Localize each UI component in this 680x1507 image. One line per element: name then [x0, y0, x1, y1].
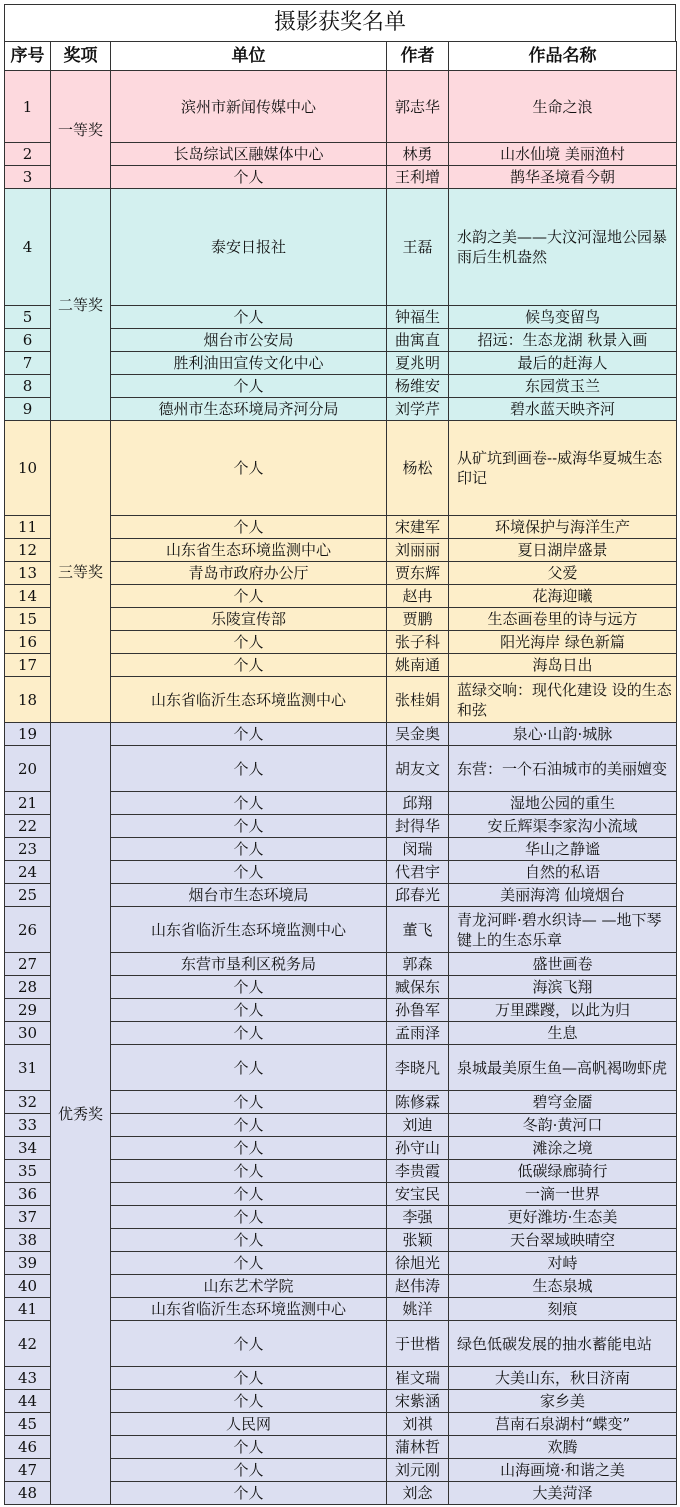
cell-author: 张桂娟 — [387, 677, 449, 723]
cell-work: 碧穹金靥 — [449, 1091, 677, 1114]
cell-no: 4 — [5, 189, 51, 306]
table-row — [5, 421, 677, 516]
cell-unit: 个人 — [111, 976, 387, 999]
cell-work: 欢腾 — [449, 1436, 677, 1459]
cell-unit: 烟台市公安局 — [111, 329, 387, 352]
cell-no: 31 — [5, 1045, 51, 1091]
table-row — [5, 189, 677, 306]
cell-work: 阳光海岸 绿色新篇 — [449, 631, 677, 654]
cell-no: 34 — [5, 1137, 51, 1160]
cell-author: 董飞 — [387, 907, 449, 953]
cell-work: 夏日湖岸盛景 — [449, 539, 677, 562]
award-table — [4, 41, 677, 1505]
table-row — [5, 71, 677, 143]
cell-author: 蒲林哲 — [387, 1436, 449, 1459]
cell-author: 徐旭光 — [387, 1252, 449, 1275]
cell-unit: 乐陵宣传部 — [111, 608, 387, 631]
cell-author: 于世楷 — [387, 1321, 449, 1367]
cell-work: 泉心·山韵·城脉 — [449, 723, 677, 746]
cell-no: 36 — [5, 1183, 51, 1206]
cell-unit: 烟台市生态环境局 — [111, 884, 387, 907]
award-sheet — [4, 4, 676, 1505]
cell-work: 蓝绿交响：现代化建设 设的生态和弦 — [449, 677, 677, 723]
cell-unit: 个人 — [111, 1137, 387, 1160]
cell-work: 万里蹀躞，以此为归 — [449, 999, 677, 1022]
cell-no: 42 — [5, 1321, 51, 1367]
cell-author: 刘学芹 — [387, 398, 449, 421]
cell-author: 刘迪 — [387, 1114, 449, 1137]
cell-work: 更好潍坊·生态美 — [449, 1206, 677, 1229]
cell-unit: 个人 — [111, 1114, 387, 1137]
cell-no: 7 — [5, 352, 51, 375]
cell-author: 代君宇 — [387, 861, 449, 884]
award-level: 优秀奖 — [51, 723, 111, 1505]
cell-work: 自然的私语 — [449, 861, 677, 884]
cell-unit: 滨州市新闻传媒中心 — [111, 71, 387, 143]
header-work: 作品名称 — [449, 42, 677, 71]
cell-author: 钟福生 — [387, 306, 449, 329]
cell-unit: 长岛综试区融媒体中心 — [111, 143, 387, 166]
cell-work: 鹊华圣境看今朝 — [449, 166, 677, 189]
cell-work: 大美山东，秋日济南 — [449, 1367, 677, 1390]
award-level: 二等奖 — [51, 189, 111, 421]
cell-no: 39 — [5, 1252, 51, 1275]
cell-author: 闵瑞 — [387, 838, 449, 861]
cell-no: 35 — [5, 1160, 51, 1183]
cell-author: 封得华 — [387, 815, 449, 838]
cell-no: 47 — [5, 1459, 51, 1482]
cell-work: 冬韵·黄河口 — [449, 1114, 677, 1137]
cell-no: 19 — [5, 723, 51, 746]
cell-author: 杨维安 — [387, 375, 449, 398]
cell-no: 17 — [5, 654, 51, 677]
cell-author: 贾鹏 — [387, 608, 449, 631]
cell-work: 泉城最美原生鱼—高帆褐吻虾虎 — [449, 1045, 677, 1091]
cell-author: 崔文瑞 — [387, 1367, 449, 1390]
table-row — [5, 723, 677, 746]
cell-unit: 山东省临沂生态环境监测中心 — [111, 1298, 387, 1321]
cell-author: 孙鲁军 — [387, 999, 449, 1022]
cell-author: 李晓凡 — [387, 1045, 449, 1091]
cell-author: 刘丽丽 — [387, 539, 449, 562]
award-table-body — [5, 71, 677, 1505]
cell-author: 李强 — [387, 1206, 449, 1229]
cell-work: 大美菏泽 — [449, 1482, 677, 1505]
cell-no: 46 — [5, 1436, 51, 1459]
cell-unit: 个人 — [111, 1390, 387, 1413]
cell-work: 山水仙境 美丽渔村 — [449, 143, 677, 166]
cell-author: 曲寓直 — [387, 329, 449, 352]
cell-author: 贾东辉 — [387, 562, 449, 585]
cell-no: 3 — [5, 166, 51, 189]
cell-no: 30 — [5, 1022, 51, 1045]
cell-work: 湿地公园的重生 — [449, 792, 677, 815]
cell-unit: 东营市垦利区税务局 — [111, 953, 387, 976]
cell-unit: 德州市生态环境局齐河分局 — [111, 398, 387, 421]
cell-no: 43 — [5, 1367, 51, 1390]
header-author: 作者 — [387, 42, 449, 71]
cell-no: 48 — [5, 1482, 51, 1505]
cell-unit: 个人 — [111, 421, 387, 516]
cell-no: 18 — [5, 677, 51, 723]
award-level: 一等奖 — [51, 71, 111, 189]
cell-work: 海岛日出 — [449, 654, 677, 677]
cell-no: 29 — [5, 999, 51, 1022]
cell-unit: 个人 — [111, 815, 387, 838]
cell-work: 候鸟变留鸟 — [449, 306, 677, 329]
cell-work: 父爱 — [449, 562, 677, 585]
cell-no: 32 — [5, 1091, 51, 1114]
cell-no: 21 — [5, 792, 51, 815]
cell-author: 林勇 — [387, 143, 449, 166]
cell-work: 天台翠域映晴空 — [449, 1229, 677, 1252]
cell-author: 张颖 — [387, 1229, 449, 1252]
cell-no: 25 — [5, 884, 51, 907]
cell-work: 山海画境·和谐之美 — [449, 1459, 677, 1482]
cell-unit: 个人 — [111, 166, 387, 189]
cell-no: 5 — [5, 306, 51, 329]
cell-work: 招远：生态龙湖 秋景入画 — [449, 329, 677, 352]
cell-work: 华山之静谧 — [449, 838, 677, 861]
cell-work: 花海迎曦 — [449, 585, 677, 608]
cell-work: 从矿坑到画卷--威海华夏城生态印记 — [449, 421, 677, 516]
sheet-title: 摄影获奖名单 — [4, 4, 676, 41]
cell-work: 碧水蓝天映齐河 — [449, 398, 677, 421]
cell-unit: 个人 — [111, 1091, 387, 1114]
cell-no: 26 — [5, 907, 51, 953]
cell-work: 盛世画卷 — [449, 953, 677, 976]
cell-unit: 个人 — [111, 1022, 387, 1045]
cell-work: 刻痕 — [449, 1298, 677, 1321]
cell-work: 青龙河畔·碧水织诗— —地下琴键上的生态乐章 — [449, 907, 677, 953]
cell-no: 6 — [5, 329, 51, 352]
cell-unit: 人民网 — [111, 1413, 387, 1436]
cell-no: 23 — [5, 838, 51, 861]
cell-work: 绿色低碳发展的抽水蓄能电站 — [449, 1321, 677, 1367]
cell-unit: 个人 — [111, 1367, 387, 1390]
cell-author: 孟雨泽 — [387, 1022, 449, 1045]
cell-unit: 泰安日报社 — [111, 189, 387, 306]
cell-no: 27 — [5, 953, 51, 976]
cell-author: 赵伟涛 — [387, 1275, 449, 1298]
cell-no: 37 — [5, 1206, 51, 1229]
cell-author: 赵冉 — [387, 585, 449, 608]
cell-unit: 个人 — [111, 1436, 387, 1459]
cell-author: 安宝民 — [387, 1183, 449, 1206]
cell-author: 臧保东 — [387, 976, 449, 999]
cell-no: 40 — [5, 1275, 51, 1298]
cell-unit: 个人 — [111, 631, 387, 654]
cell-no: 8 — [5, 375, 51, 398]
cell-no: 41 — [5, 1298, 51, 1321]
cell-work: 滩涂之境 — [449, 1137, 677, 1160]
cell-no: 28 — [5, 976, 51, 999]
cell-unit: 个人 — [111, 838, 387, 861]
cell-unit: 个人 — [111, 1206, 387, 1229]
cell-unit: 个人 — [111, 306, 387, 329]
cell-no: 44 — [5, 1390, 51, 1413]
cell-work: 最后的赶海人 — [449, 352, 677, 375]
cell-unit: 个人 — [111, 585, 387, 608]
cell-work: 东营：一个石油城市的美丽嬗变 — [449, 746, 677, 792]
cell-unit: 个人 — [111, 746, 387, 792]
cell-author: 宋紫涵 — [387, 1390, 449, 1413]
cell-no: 24 — [5, 861, 51, 884]
cell-work: 生态画卷里的诗与远方 — [449, 608, 677, 631]
cell-unit: 山东省临沂生态环境监测中心 — [111, 677, 387, 723]
cell-unit: 山东艺术学院 — [111, 1275, 387, 1298]
cell-author: 陈修霖 — [387, 1091, 449, 1114]
cell-unit: 个人 — [111, 861, 387, 884]
cell-work: 对峙 — [449, 1252, 677, 1275]
cell-author: 刘念 — [387, 1482, 449, 1505]
cell-unit: 个人 — [111, 654, 387, 677]
cell-author: 宋建军 — [387, 516, 449, 539]
cell-work: 生息 — [449, 1022, 677, 1045]
cell-author: 刘元刚 — [387, 1459, 449, 1482]
cell-author: 胡友文 — [387, 746, 449, 792]
cell-no: 22 — [5, 815, 51, 838]
header-no: 序号 — [5, 42, 51, 71]
cell-work: 一滴一世界 — [449, 1183, 677, 1206]
cell-unit: 个人 — [111, 723, 387, 746]
cell-no: 38 — [5, 1229, 51, 1252]
cell-author: 邱翔 — [387, 792, 449, 815]
cell-author: 夏兆明 — [387, 352, 449, 375]
cell-work: 低碳绿廊骑行 — [449, 1160, 677, 1183]
cell-author: 姚洋 — [387, 1298, 449, 1321]
cell-unit: 个人 — [111, 1482, 387, 1505]
cell-no: 11 — [5, 516, 51, 539]
cell-work: 海滨飞翔 — [449, 976, 677, 999]
cell-unit: 个人 — [111, 1045, 387, 1091]
cell-unit: 青岛市政府办公厅 — [111, 562, 387, 585]
cell-work: 环境保护与海洋生产 — [449, 516, 677, 539]
cell-unit: 个人 — [111, 1321, 387, 1367]
cell-no: 45 — [5, 1413, 51, 1436]
cell-no: 1 — [5, 71, 51, 143]
cell-no: 10 — [5, 421, 51, 516]
cell-author: 张子科 — [387, 631, 449, 654]
cell-author: 郭志华 — [387, 71, 449, 143]
cell-work: 安丘辉渠李家沟小流域 — [449, 815, 677, 838]
cell-unit: 胜利油田宣传文化中心 — [111, 352, 387, 375]
cell-author: 王利增 — [387, 166, 449, 189]
cell-unit: 个人 — [111, 1183, 387, 1206]
cell-author: 郭森 — [387, 953, 449, 976]
cell-work: 美丽海湾 仙境烟台 — [449, 884, 677, 907]
cell-no: 33 — [5, 1114, 51, 1137]
cell-unit: 个人 — [111, 375, 387, 398]
cell-no: 14 — [5, 585, 51, 608]
cell-no: 13 — [5, 562, 51, 585]
cell-work: 东园赏玉兰 — [449, 375, 677, 398]
cell-no: 15 — [5, 608, 51, 631]
cell-work: 生态泉城 — [449, 1275, 677, 1298]
award-level: 三等奖 — [51, 421, 111, 723]
cell-author: 杨松 — [387, 421, 449, 516]
cell-unit: 个人 — [111, 999, 387, 1022]
cell-unit: 个人 — [111, 1229, 387, 1252]
header-row — [5, 42, 677, 71]
cell-unit: 个人 — [111, 792, 387, 815]
cell-author: 孙守山 — [387, 1137, 449, 1160]
cell-author: 刘祺 — [387, 1413, 449, 1436]
cell-unit: 个人 — [111, 1459, 387, 1482]
cell-author: 姚南通 — [387, 654, 449, 677]
cell-unit: 个人 — [111, 516, 387, 539]
cell-unit: 个人 — [111, 1160, 387, 1183]
cell-work: 水韵之美——大汶河湿地公园暴雨后生机盎然 — [449, 189, 677, 306]
cell-no: 16 — [5, 631, 51, 654]
cell-author: 邱春光 — [387, 884, 449, 907]
cell-no: 12 — [5, 539, 51, 562]
cell-author: 王磊 — [387, 189, 449, 306]
header-unit: 单位 — [111, 42, 387, 71]
cell-no: 9 — [5, 398, 51, 421]
cell-no: 2 — [5, 143, 51, 166]
cell-author: 吴金奥 — [387, 723, 449, 746]
header-award: 奖项 — [51, 42, 111, 71]
cell-unit: 个人 — [111, 1252, 387, 1275]
cell-work: 家乡美 — [449, 1390, 677, 1413]
cell-work: 莒南石泉湖村“蝶变” — [449, 1413, 677, 1436]
cell-no: 20 — [5, 746, 51, 792]
cell-unit: 山东省生态环境监测中心 — [111, 539, 387, 562]
cell-author: 李贵霞 — [387, 1160, 449, 1183]
cell-unit: 山东省临沂生态环境监测中心 — [111, 907, 387, 953]
cell-work: 生命之浪 — [449, 71, 677, 143]
